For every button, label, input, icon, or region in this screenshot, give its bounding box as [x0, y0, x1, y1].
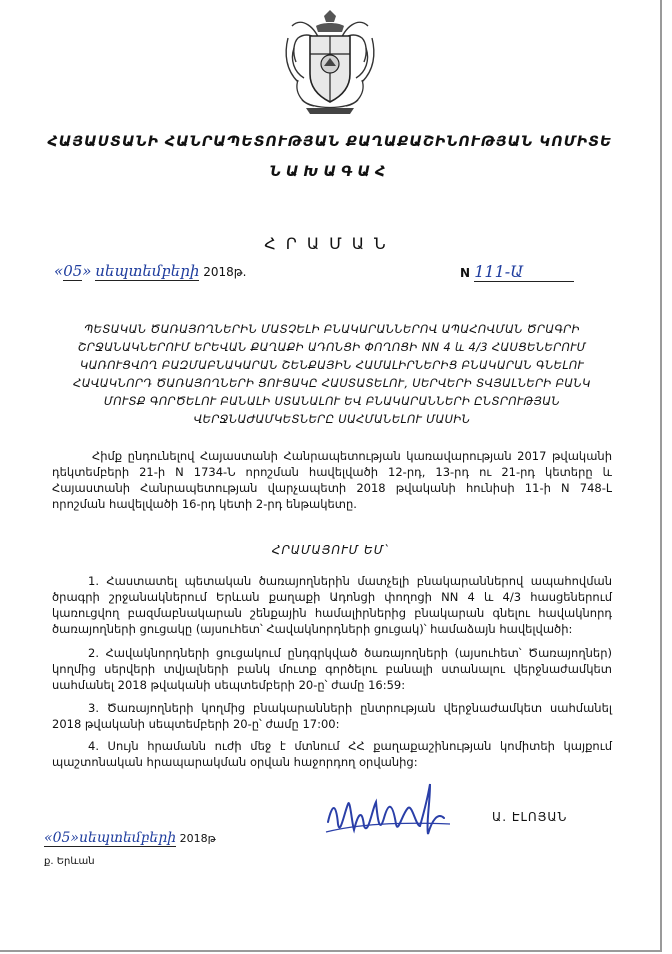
number-prefix: N — [460, 266, 471, 280]
title-line: ՀԱՎԱԿՆՈՐԴ ԾԱՌԱՅՈՂՆԵՐԻ ՑՈՒՑԱԿԸ ՀԱՍՏԱՏԵԼՈՒ, ՍԵՐՎԵՐԻ ՏՎՅԱԼՆԵՐԻ ԲԱՆԿ — [73, 376, 591, 390]
title-line: ՎԵՐՋՆԱԺԱՄԿԵՏՆԵՐԸ ՍԱՀՄԱՆԵԼՈՒ ՄԱՍԻՆ — [193, 412, 471, 426]
title-line: ԿԱՌՈՒՑՎՈՂ ԲԱԶՄԱԲՆԱԿԱՐԱՆ ՇԵՆՔԱՅԻՆ ՀԱՄԱԼԻՐՆԵՐԻՑ ԲՆԱԿԱՐԱՆ ԳՆԵԼՈՒ — [79, 358, 585, 372]
decree-item: 3. Ծառայողների կողմից բնակարանների ընտրության վերջնաժամկետ սահմանել 2018 թվականի սեպտեմբերի 20-ը՝ ժամը 17:00: — [52, 701, 612, 731]
decree-item: 1. Հաստատել պետական ծառայողներին մատչելի բնակարաններով ապահովման ծրագրի շրջանակներում Երևան քաղաքի Ադոնցի փողոցի NN 4 և 4/3 հասցեներում կառուցվող բազմաբնակարան շենքային համալիրներից բնակարան գնելու հավակնորդ ծառայողների ցուցակը (այսուհետ՝ Հավակնորդների ցուցակ)՝ համաձայն հավելվածի: — [52, 574, 612, 636]
date-year-suffix: թ. — [233, 265, 247, 279]
decree-item: 2. Հավակնորդների ցուցակում ընդգրկված ծառայողների (այսուհետ՝ Ծառայողներ) կողմից սերվերի տվյալների բանկ մուտք գործելու բանալի ստանալու վերջնաժամկետ սահմանել 2018 թվականի սեպտեմբերի 20-ը՝ ժամը 16:59: — [52, 646, 612, 692]
order-number — [460, 262, 574, 282]
order-title — [38, 320, 626, 428]
footer-date-month: սեպտեմբերի — [78, 830, 177, 846]
committee-name: ՀԱՅԱՍՏԱՆԻ ՀԱՆՐԱՊԵՏՈՒԹՅԱՆ ՔԱՂԱՔԱՇԻՆՈՒԹՅԱՆ ԿՈՄԻՏԵ — [47, 134, 613, 150]
date-day: 05 — [63, 262, 83, 280]
date-mid-quote: » — [82, 262, 92, 280]
decree-heading: ՀՐԱՄԱՅՈՒՄ ԵՄ՝ — [271, 543, 389, 557]
footer-date — [44, 830, 216, 847]
date-year: 2018 — [203, 265, 234, 279]
footer-date-year: 2018թ — [179, 832, 216, 845]
date-month: սեպտեմբերի — [95, 262, 200, 280]
signature-icon — [318, 774, 458, 854]
footer-date-day: 05 — [52, 830, 71, 846]
decree-item: 4. Սույն հրամանն ուժի մեջ է մտնում ՀՀ քաղաքաշինության կոմիտեի կայքում պաշտոնական հրապարակման օրվան հաջորդող օրվանից: — [52, 739, 612, 769]
order-date — [54, 262, 246, 281]
preamble-paragraph: Հիմք ընդունելով Հայաստանի Հանրապետության կառավարության 2017 թվականի դեկտեմբերի 21-ի N 1734-Ն որոշման հավելվածի 12-րդ, 13-րդ ու 21-րդ կետերը և Հայաստանի Հանրապետության վարչապետի 2018 թվականի հունիսի 11-ի N 748-Լ որոշման հավելվածի 16-րդ կետի 2-րդ ենթակետը. — [52, 449, 612, 511]
date-open-quote: « — [54, 262, 64, 280]
footer-date-mid-quote: » — [70, 830, 79, 846]
signer-name: Ա. ԷԼՈՅԱՆ — [492, 810, 568, 824]
document-type: ՀՐԱՄԱՆ — [264, 234, 396, 253]
coat-of-arms-icon — [272, 8, 388, 118]
city-name: ք. Երևան — [44, 856, 95, 867]
footer-date-open-quote: « — [44, 830, 53, 846]
title-line: ՇՐՋԱՆԱԿՆԵՐՈՒՄ ԵՐԵՎԱՆ ՔԱՂԱՔԻ ԱԴՈՆՑԻ ՓՈՂՈՑԻ NN 4 և 4/3 ՀԱՍՑԵՆԵՐՈՒՄ — [77, 340, 587, 354]
title-line: ՄՈՒՏՔ ԳՈՐԾԵԼՈՒ ԲԱՆԱԼԻ ՍՏԱՆԱԼՈՒ ԵՎ ԲՆԱԿԱՐԱՆՆԵՐԻ ԸՆՏՐՈՒԹՅԱՆ — [103, 394, 561, 408]
title-line: ՊԵՏԱԿԱՆ ԾԱՌԱՅՈՂՆԵՐԻՆ ՄԱՏՉԵԼԻ ԲՆԱԿԱՐԱՆՆԵՐՈՎ ԱՊԱՀՈՎՄԱՆ ԾՐԱԳՐԻ — [84, 322, 580, 336]
position-title: ՆԱԽԱԳԱՀ — [269, 164, 391, 180]
number-value: 111-Ա — [474, 262, 574, 282]
